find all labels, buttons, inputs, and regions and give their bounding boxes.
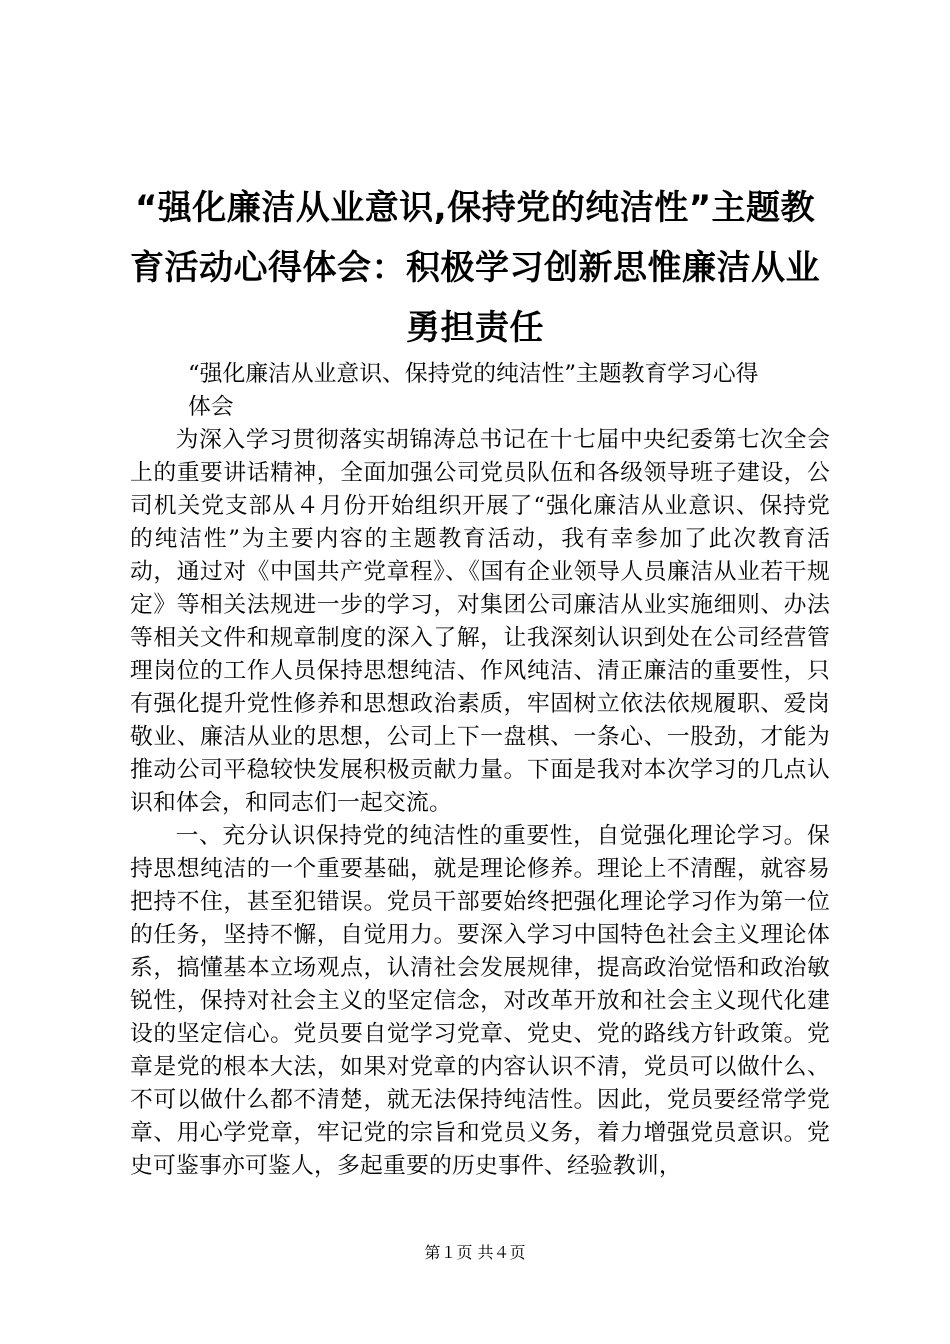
document-body bbox=[130, 358, 830, 1183]
document-title: “强化廉洁从业意识,保持党的纯洁性”主题教育活动心得体会：积极学习创新思惟廉洁从业勇担责任 bbox=[130, 188, 820, 348]
paragraph: 一、充分认识保持党的纯洁性的重要性，自觉强化理论学习。保持思想纯洁的一个重要基础，就是理论修养。理论上不清醒，就容易把持不住，甚至犯错误。党员干部要始终把强化理论学习作为第一位的任务，坚持不懈，自觉用力。要深入学习中国特色社会主义理论体系，搞懂基本立场观点，认清社会发展规律，提高政治觉悟和政治敏锐性，保持对社会主义的坚定信念，对改革开放和社会主义现代化建设的坚定信心。党员要自觉学习党章、党史、党的路线方针政策。党章是党的根本大法，如果对党章的内容认识不清，党员可以做什么、不可以做什么都不清楚，就无法保持纯洁性。因此，党员要经常学党章、用心学党章，牢记党的宗旨和党员义务，着力增强党员意识。党史可鉴事亦可鉴人，多起重要的历史事件、经验教训， bbox=[130, 823, 830, 1179]
page-number: 第１页 共４页 bbox=[424, 1243, 526, 1262]
paragraph: 为深入学习贯彻落实胡锦涛总书记在十七届中央纪委第七次全会上的重要讲话精神，全面加强公司党员队伍和各级领导班子建设，公司机关党支部从４月份开始组织开展了“强化廉洁从业意识、保持党的纯洁性”为主要内容的主题教育活动，我有幸参加了此次教育活动，通过对《中国共产党章程》、《国有企业领导人员廉洁从业若干规定》等相关法规进一步的学习，对集团公司廉洁从业实施细则、办法等相关文件和规章制度的深入了解，让我深刻认识到处在公司经营管理岗位的工作人员保持思想纯洁、作风纯洁、清正廉洁的重要性，只有强化提升党性修养和思想政治素质，牢固树立依法依规履职、爱岗敬业、廉洁从业的思想，公司上下一盘棋、一条心、一股劲，才能为推动公司平稳较快发展积极贡献力量。下面是我对本次学习的几点认识和体会，和同志们一起交流。 bbox=[130, 427, 830, 816]
document-subtitle: “强化廉洁从业意识、保持党的纯洁性”主题教育学习心得体会 bbox=[188, 361, 759, 420]
